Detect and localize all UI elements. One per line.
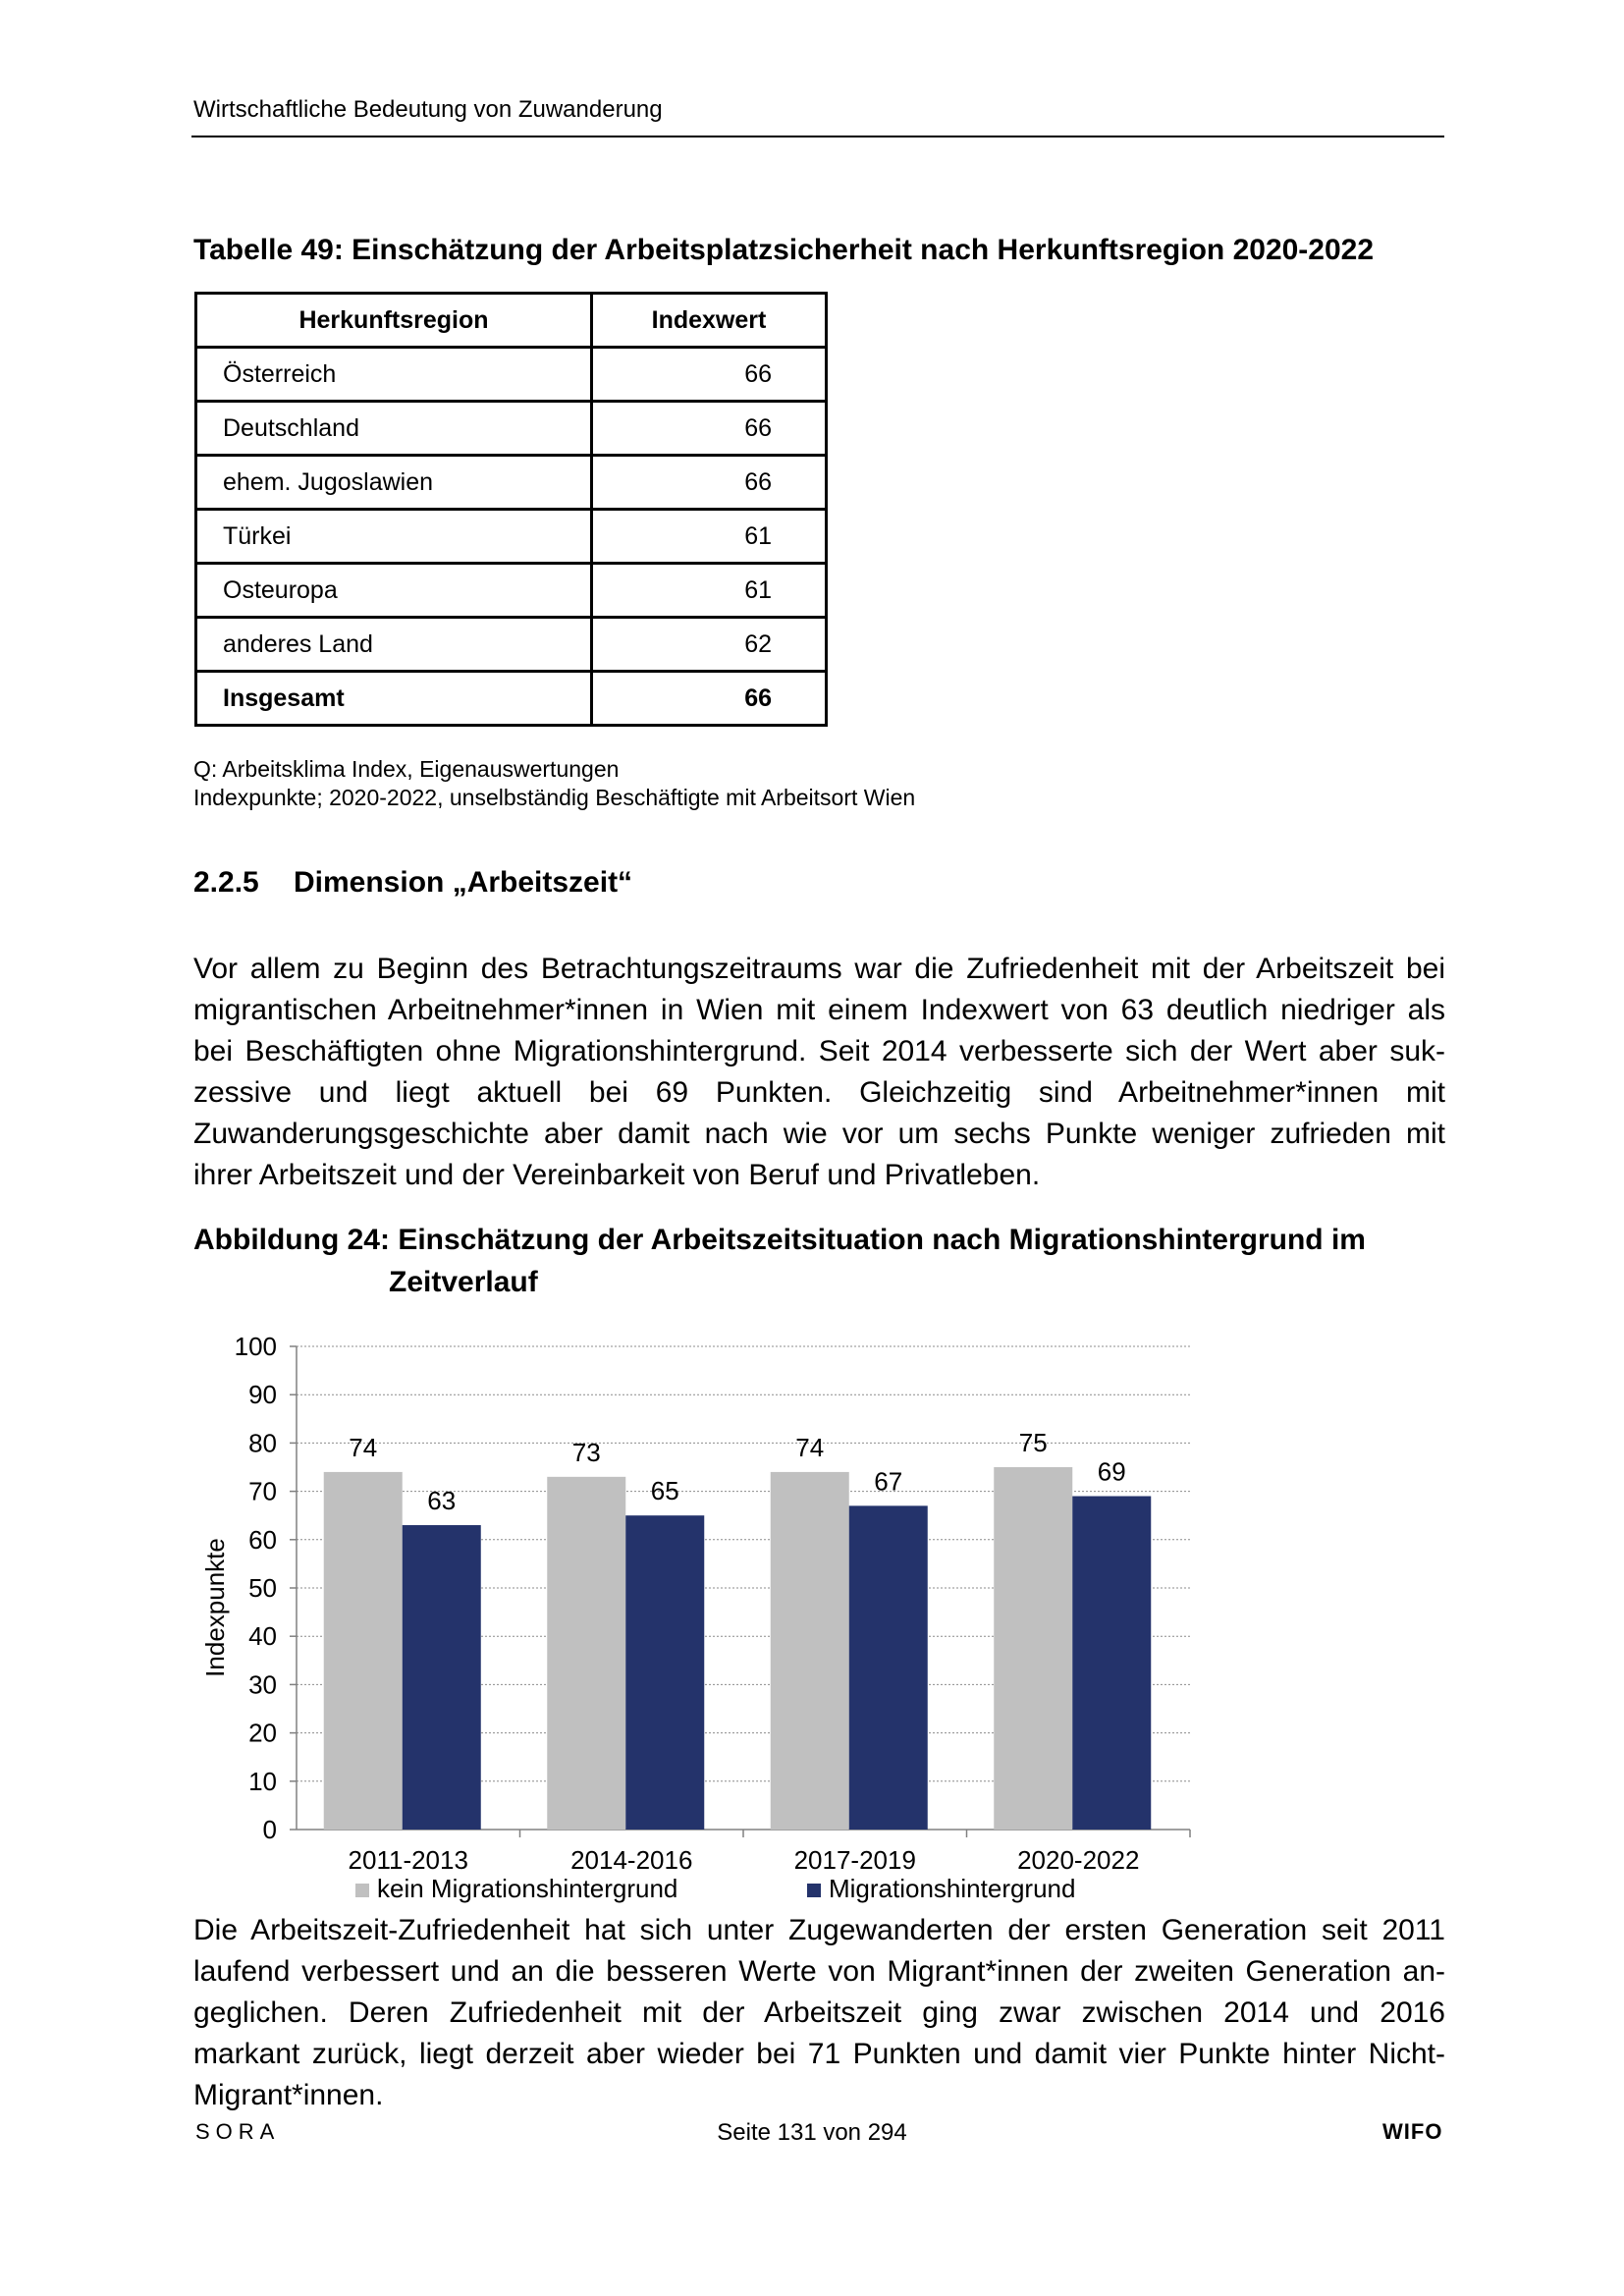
table-row: [196, 510, 827, 564]
bar: [849, 1505, 928, 1830]
paragraph-line: geglichen. Deren Zufriedenheit mit der Arbeitszeit ging zwar zwischen 2014 und 2016: [193, 1996, 1445, 2029]
y-tick-label: 100: [234, 1332, 277, 1361]
bar: [994, 1467, 1072, 1830]
data-label: 73: [571, 1437, 601, 1467]
x-tick-label: 2011-2013: [348, 1845, 468, 1875]
paragraph-line: Migrant*innen.: [193, 2079, 384, 2111]
paragraph-line: bei Beschäftigten ohne Migrationshintergrund. Seit 2014 verbesserte sich der Wert aber suk-: [193, 1035, 1445, 1067]
figure-caption-line: Zeitverlauf: [389, 1266, 538, 1298]
table-cell-region: Deutschland: [196, 402, 592, 456]
table-row: [196, 348, 827, 402]
table-row: [196, 456, 827, 510]
x-tick-label: 2014-2016: [570, 1845, 693, 1875]
bar: [1072, 1497, 1151, 1830]
table-source-note: Q: Arbeitsklima Index, Eigenauswertungen: [193, 756, 620, 782]
paragraph-line: migrantischen Arbeitnehmer*innen in Wien mit einem Indexwert von 63 deutlich niedriger als: [193, 994, 1445, 1026]
table-row: [196, 402, 827, 456]
paragraph-line: Vor allem zu Beginn des Betrachtungszeitraums war die Zufriedenheit mit der Arbeitszeit bei: [193, 953, 1445, 985]
bar: [403, 1525, 481, 1830]
header-rule: [191, 136, 1444, 137]
table-total-value: 66: [592, 672, 827, 726]
x-tick-label: 2020-2022: [1017, 1845, 1140, 1875]
paragraph-line: laufend verbessert und an die besseren Werte von Migrant*innen der zweiten Generation an-: [193, 1955, 1445, 1988]
table-cell-value: 61: [592, 564, 827, 618]
column-header-region: Herkunftsregion: [196, 294, 592, 348]
table-caption: Tabelle 49: Einschätzung der Arbeitsplatzsicherheit nach Herkunftsregion 2020-2022: [193, 234, 1375, 266]
region-table: [194, 292, 828, 727]
y-tick-label: 50: [248, 1573, 277, 1603]
table-cell-value: 66: [592, 348, 827, 402]
bar-chart: [187, 1316, 1227, 1915]
table-cell-region: Türkei: [196, 510, 592, 564]
paragraph-line: markant zurück, liegt derzeit aber wieder bei 71 Punkten und damit vier Punkte hinter Nicht-: [193, 2038, 1445, 2070]
data-label: 67: [874, 1466, 903, 1497]
table-cell-value: 66: [592, 456, 827, 510]
section-number: 2.2.5: [193, 866, 259, 899]
table-cell-value: 66: [592, 402, 827, 456]
body-paragraph-2: [193, 1910, 1445, 2116]
figure-caption-line: Abbildung 24: Einschätzung der Arbeitszeitsituation nach Migrationshintergrund im: [193, 1224, 1366, 1256]
bar: [324, 1472, 403, 1830]
table-cell-region: Osteuropa: [196, 564, 592, 618]
table-row: [196, 564, 827, 618]
y-tick-label: 30: [248, 1669, 277, 1700]
legend-swatch: [807, 1884, 821, 1897]
legend-swatch: [355, 1884, 369, 1897]
table-cell-value: 62: [592, 618, 827, 672]
section-title: Dimension „Arbeitszeit“: [294, 866, 633, 899]
table-total-label: Insgesamt: [196, 672, 592, 726]
table-cell-region: ehem. Jugoslawien: [196, 456, 592, 510]
data-label: 69: [1097, 1456, 1126, 1487]
body-paragraph-1: [193, 949, 1445, 1196]
y-tick-label: 90: [248, 1380, 277, 1410]
table-cell-region: Österreich: [196, 348, 592, 402]
table-header-row: [196, 294, 827, 348]
data-label: 74: [349, 1432, 378, 1462]
y-tick-label: 0: [262, 1815, 277, 1844]
y-tick-label: 70: [248, 1476, 277, 1506]
legend-label: Migrationshintergrund: [829, 1874, 1076, 1903]
data-label: 65: [650, 1476, 679, 1506]
table-cell-region: anderes Land: [196, 618, 592, 672]
y-tick-label: 40: [248, 1621, 277, 1652]
data-label: 74: [795, 1432, 825, 1462]
paragraph-line: zessive und liegt aktuell bei 69 Punkten. Gleichzeitig sind Arbeitnehmer*innen mit: [193, 1076, 1445, 1109]
bar: [625, 1515, 704, 1830]
y-tick-label: 20: [248, 1718, 277, 1748]
table-row: [196, 618, 827, 672]
data-label: 63: [427, 1486, 457, 1516]
paragraph-line: Zuwanderungsgeschichte aber damit nach wie vor um sechs Punkte weniger zufrieden mit: [193, 1118, 1445, 1150]
paragraph-line: ihrer Arbeitszeit und der Vereinbarkeit von Beruf und Privatleben.: [193, 1159, 1041, 1191]
y-tick-label: 10: [248, 1766, 277, 1796]
running-header: Wirtschaftliche Bedeutung von Zuwanderung: [193, 96, 663, 123]
bar: [771, 1472, 849, 1830]
table-unit-note: Indexpunkte; 2020-2022, unselbständig Beschäftigte mit Arbeitsort Wien: [193, 785, 916, 810]
chart-legend: [355, 1874, 1075, 1903]
figure-caption: [193, 1219, 1366, 1303]
page-number: Seite 131 von 294: [717, 2119, 907, 2146]
y-tick-label: 60: [248, 1524, 277, 1555]
paragraph-line: Die Arbeitszeit-Zufriedenheit hat sich unter Zugewanderten der ersten Generation seit 2011: [193, 1914, 1445, 1946]
legend-label: kein Migrationshintergrund: [377, 1874, 678, 1903]
y-tick-label: 80: [248, 1428, 277, 1458]
table-cell-value: 61: [592, 510, 827, 564]
column-header-value: Indexwert: [592, 294, 827, 348]
section-heading: [193, 866, 632, 900]
x-tick-label: 2017-2019: [793, 1845, 916, 1875]
bars: [324, 1467, 1152, 1830]
footer-logo-sora: SORA: [195, 2119, 281, 2144]
data-label: 75: [1018, 1428, 1048, 1457]
footer-logo-wifo: WIFO: [1382, 2119, 1443, 2144]
y-axis-label: Indexpunkte: [200, 1538, 230, 1677]
bar: [547, 1477, 625, 1830]
table-total-row: [196, 672, 827, 726]
